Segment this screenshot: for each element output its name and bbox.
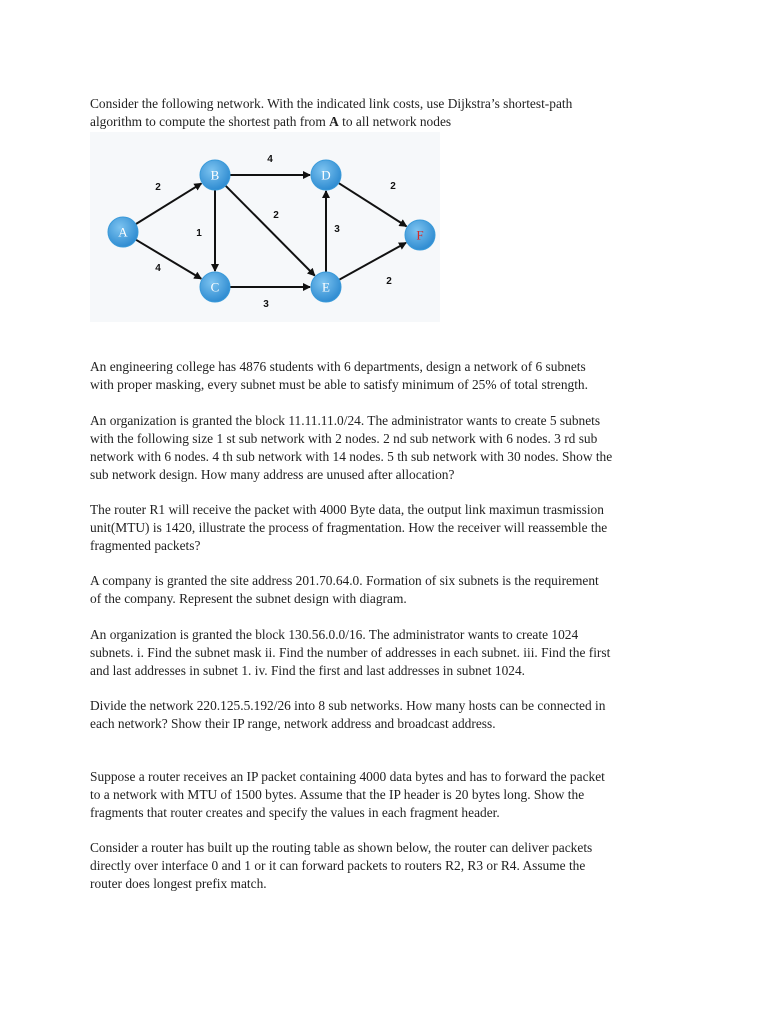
question-line: with proper masking, every subnet must be able to satisfy minimum of 25% of total strength. <box>90 377 588 392</box>
edge-cost-label: 1 <box>196 228 202 239</box>
network-graph <box>90 132 440 322</box>
intro-line-1: Consider the following network. With the indicated link costs, use Dijkstra’s shortest-path <box>90 96 573 111</box>
question-company-site <box>90 572 690 608</box>
node-f <box>405 220 435 250</box>
question-line: with the following size 1 st sub network with 2 nodes. 2 nd sub network with 6 nodes. 3 rd sub <box>90 431 598 446</box>
question-line: Suppose a router receives an IP packet containing 4000 data bytes and has to forward the packet <box>90 769 605 784</box>
node-label: D <box>321 167 331 183</box>
question-divide-network <box>90 697 690 733</box>
edge-cost-label: 2 <box>273 210 279 221</box>
node-label: C <box>210 279 220 295</box>
question-line: network with 6 nodes. 4 th sub network with 14 nodes. 5 th sub network with 30 nodes. Show the <box>90 449 613 464</box>
question-line: each network? Show their IP range, network address and broadcast address. <box>90 716 496 731</box>
question-line: subnets. i. Find the subnet mask ii. Find the number of addresses in each subnet. iii. Find the first <box>90 645 611 660</box>
node-b <box>200 160 230 190</box>
edge-cost-label: 4 <box>267 154 273 165</box>
question-line: to a network with MTU of 1500 bytes. Assume that the IP header is 20 bytes long. Show the <box>90 787 585 802</box>
question-college-subnets <box>90 358 690 394</box>
edge-b-e <box>226 186 315 276</box>
edge-e-f <box>339 243 406 280</box>
question-block-130 <box>90 626 690 680</box>
edge-cost-label: 3 <box>334 224 340 235</box>
question-router-r1 <box>90 501 690 555</box>
question-line: A company is granted the site address 201.70.64.0. Formation of six subnets is the requirement <box>90 573 599 588</box>
edge-a-b <box>136 183 202 224</box>
node-label: A <box>118 224 128 240</box>
question-mtu-fragments <box>90 768 690 822</box>
question-block-11 <box>90 412 690 484</box>
question-line: router does longest prefix match. <box>90 876 267 891</box>
node-a <box>108 217 138 247</box>
edge-cost-label: 2 <box>155 182 161 193</box>
question-line: The router R1 will receive the packet with 4000 Byte data, the output link maximun trasmission <box>90 502 604 517</box>
question-line: unit(MTU) is 1420, illustrate the process of fragmentation. How the receiver will reassemble the <box>90 520 608 535</box>
node-c <box>200 272 230 302</box>
question-line: sub network design. How many address are unused after allocation? <box>90 467 455 482</box>
node-label: E <box>322 279 330 295</box>
question-line: fragments that router creates and specify the values in each fragment header. <box>90 805 500 820</box>
question-line: An organization is granted the block 11.11.11.0/24. The administrator wants to create 5 subnets <box>90 413 601 428</box>
node-e <box>311 272 341 302</box>
question-line: Consider a router has built up the routing table as shown below, the router can deliver packets <box>90 840 593 855</box>
question-line: directly over interface 0 and 1 or it can forward packets to routers R2, R3 or R4. Assume the <box>90 858 586 873</box>
intro-paragraph <box>90 95 690 131</box>
node-label: F <box>416 227 424 243</box>
edge-cost-label: 4 <box>155 263 161 274</box>
edge-a-c <box>136 240 201 279</box>
question-line: Divide the network 220.125.5.192/26 into 8 sub networks. How many hosts can be connected in <box>90 698 606 713</box>
edge-cost-label: 2 <box>390 181 396 192</box>
question-line: fragmented packets? <box>90 538 201 553</box>
edge-cost-label: 3 <box>263 299 269 310</box>
edge-cost-label: 2 <box>386 276 392 287</box>
question-routing-table <box>90 839 690 893</box>
node-label: B <box>210 167 220 183</box>
node-d <box>311 160 341 190</box>
question-line: An engineering college has 4876 students with 6 departments, design a network of 6 subnets <box>90 359 586 374</box>
source-node-label: A <box>329 114 339 129</box>
network-graph-figure <box>90 132 440 322</box>
question-line: of the company. Represent the subnet design with diagram. <box>90 591 407 606</box>
question-line: and last addresses in subnet 1. iv. Find the first and last addresses in subnet 1024. <box>90 663 526 678</box>
edge-d-f <box>339 183 407 226</box>
intro-line-2: algorithm to compute the shortest path from A to all network nodes <box>90 114 452 129</box>
question-line: An organization is granted the block 130.56.0.0/16. The administrator wants to create 1024 <box>90 627 579 642</box>
